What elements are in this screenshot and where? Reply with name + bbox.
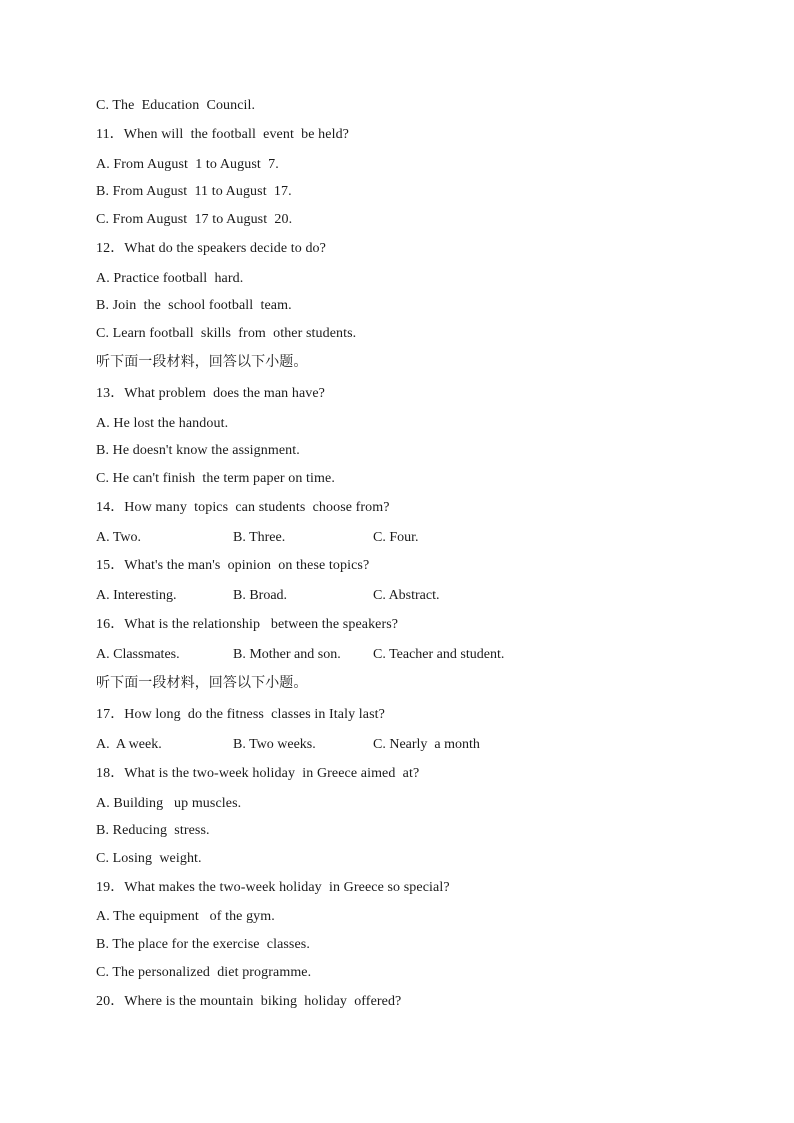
q14-option-a: A. Two. — [96, 530, 142, 545]
q13-question: 13．What problem does the man have? — [96, 386, 325, 401]
q15-option-a: A. Interesting. — [96, 588, 177, 603]
q12-option-a: A. Practice football hard. — [96, 271, 244, 286]
q17-option-b: B. Two weeks. — [233, 737, 316, 752]
q10-option-c: C. The Education Council. — [96, 98, 256, 113]
section-instruction: 听下面一段材料，回答以下小题。 — [96, 354, 308, 370]
q16-option-a: A. Classmates. — [96, 647, 180, 662]
q16-question: 16．What is the relationship between the speakers? — [96, 617, 399, 632]
q18-question: 18．What is the two-week holiday in Greece aimed at? — [96, 766, 420, 781]
q13-option-c: C. He can't finish the term paper on time. — [96, 471, 335, 486]
q16-option-c: C. Teacher and student. — [373, 647, 505, 662]
q18-option-c: C. Losing weight. — [96, 851, 202, 866]
q11-question: 11．When will the football event be held? — [96, 127, 349, 142]
q17-option-c: C. Nearly a month — [373, 737, 480, 752]
q19-question: 19．What makes the two-week holiday in Greece so special? — [96, 880, 450, 895]
q16-option-b: B. Mother and son. — [233, 647, 341, 662]
q11-option-b: B. From August 11 to August 17. — [96, 184, 292, 199]
q15-option-c: C. Abstract. — [373, 588, 440, 603]
q18-option-b: B. Reducing stress. — [96, 823, 210, 838]
q13-option-a: A. He lost the handout. — [96, 416, 229, 431]
q19-option-b: B. The place for the exercise classes. — [96, 937, 310, 952]
q19-option-c: C. The personalized diet programme. — [96, 965, 312, 980]
q11-option-a: A. From August 1 to August 7. — [96, 157, 279, 172]
q15-question: 15．What's the man's opinion on these topics? — [96, 558, 370, 573]
q17-question: 17．How long do the fitness classes in Italy last? — [96, 707, 385, 722]
q15-option-b: B. Broad. — [233, 588, 288, 603]
q14-option-b: B. Three. — [233, 530, 286, 545]
q11-option-c: C. From August 17 to August 20. — [96, 212, 293, 227]
q17-option-a: A. A week. — [96, 737, 162, 752]
q19-option-a: A. The equipment of the gym. — [96, 909, 275, 924]
q14-option-c: C. Four. — [373, 530, 419, 545]
q12-option-b: B. Join the school football team. — [96, 298, 292, 313]
section-instruction: 听下面一段材料，回答以下小题。 — [96, 675, 308, 691]
q20-question: 20．Where is the mountain biking holiday offered? — [96, 994, 402, 1009]
q12-question: 12．What do the speakers decide to do? — [96, 241, 326, 256]
q13-option-b: B. He doesn't know the assignment. — [96, 443, 300, 458]
q12-option-c: C. Learn football skills from other students. — [96, 326, 357, 341]
q14-question: 14．How many topics can students choose from? — [96, 500, 390, 515]
q18-option-a: A. Building up muscles. — [96, 796, 242, 811]
